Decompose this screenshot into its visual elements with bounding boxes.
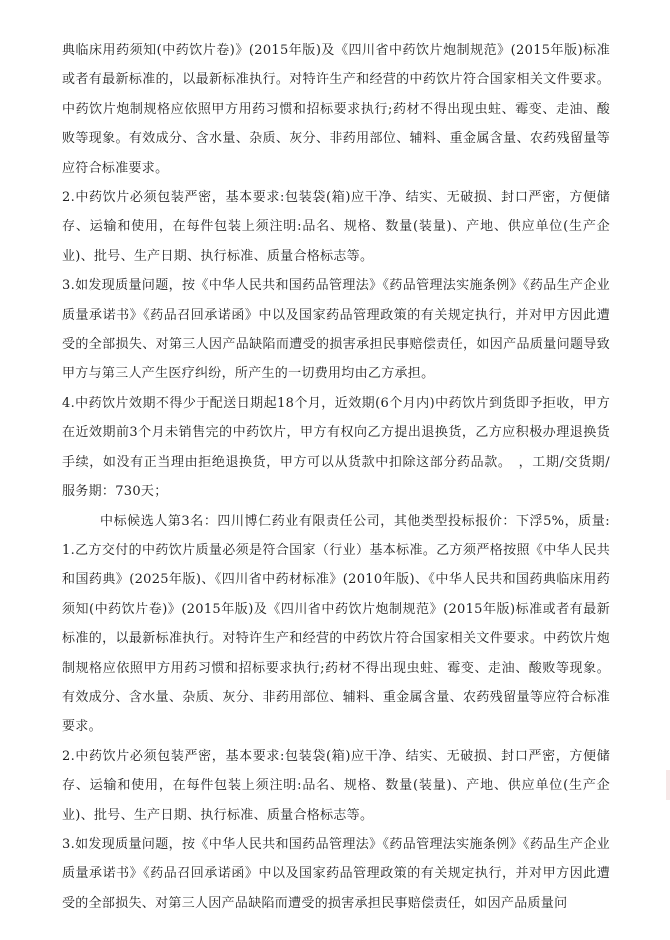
paragraph-quality-issues-2: 3.如发现质量问题，按《中华人民共和国药品管理法》《药品管理法实施条例》《药品生产企业质量承诺书》《药品召回承诺函》中以及国家药品管理政策的有关规定执行，并对甲方因此遭受的全部损失、对第三人因产品缺陷而遭受的损害承担民事赔偿责任，如因产品质量问 xyxy=(62,836,610,911)
document-body xyxy=(62,36,610,918)
paragraph-candidate-3: 中标候选人第3名：四川博仁药业有限责任公司，其他类型投标报价：下浮5%，质量:1.乙方交付的中药饮片质量必须是符合国家（行业）基本标准。乙方须严格按照《中华人民共和国药典》(2025年版)、《四川省中药材标准》(2010年版)、《中华人民共和国药典临床用药须知(中药饮片卷)》(2015年版)及《四川省中药饮片炮制规范》(2015年版)标准或者有最新标准的，以最新标准执行。对特许生产和经营的中药饮片符合国家相关文件要求。中药饮片炮制规格应依照甲方用药习惯和招标要求执行;药材不得出现虫蛀、霉变、走油、酸败等现象。有效成分、含水量、杂质、灰分、非药用部位、辅料、重金属含量、农药残留量等应符合标准要求。 xyxy=(62,513,610,735)
paragraph-quality-issues: 3.如发现质量问题，按《中华人民共和国药品管理法》《药品管理法实施条例》《药品生产企业质量承诺书》《药品召回承诺函》中以及国家药品管理政策的有关规定执行，并对甲方因此遭受的全部损失、对第三人因产品缺陷而遭受的损害承担民事赔偿责任，如因产品质量问题导致甲方与第三人产生医疗纠纷，所产生的一切费用均由乙方承担。 xyxy=(62,278,610,382)
paragraph-expiry-and-returns: 4.中药饮片效期不得少于配送日期起18个月，近效期(6个月内)中药饮片到货即予拒收，甲方在近效期前3个月未销售完的中药饮片，甲方有权向乙方提出退换货，乙方应积极办理退换货手续，如没有正当理由拒绝退换货，甲方可以从货款中扣除这部分药品款。 ，工期/交货期/服务期：730天； xyxy=(62,395,610,500)
scan-edge-mark xyxy=(666,770,670,800)
paragraph-packaging-requirements-2: 2.中药饮片必须包装严密，基本要求:包装袋(箱)应干净、结实、无破损、封口严密，方便储存、运输和使用，在每件包装上须注明:品名、规格、数量(装量)、产地、供应单位(生产企业)、批号、生产日期、执行标准、质量合格标志等。 xyxy=(62,748,610,823)
paragraph-packaging-requirements: 2.中药饮片必须包装严密，基本要求:包装袋(箱)应干净、结实、无破损、封口严密，方便储存、运输和使用，在每件包装上须注明:品名、规格、数量(装量)、产地、供应单位(生产企业)、批号、生产日期、执行标准、质量合格标志等。 xyxy=(62,190,610,264)
paragraph-quality-standards-cont: 典临床用药须知(中药饮片卷)》(2015年版)及《四川省中药饮片炮制规范》(2015年版)标准或者有最新标准的，以最新标准执行。对特许生产和经营的中药饮片符合国家相关文件要求。中药饮片炮制规格应依照甲方用药习惯和招标要求执行;药材不得出现虫蛀、霉变、走油、酸败等现象。有效成分、含水量、杂质、灰分、非药用部位、辅料、重金属含量、农药残留量等应符合标准要求。 xyxy=(62,43,610,176)
